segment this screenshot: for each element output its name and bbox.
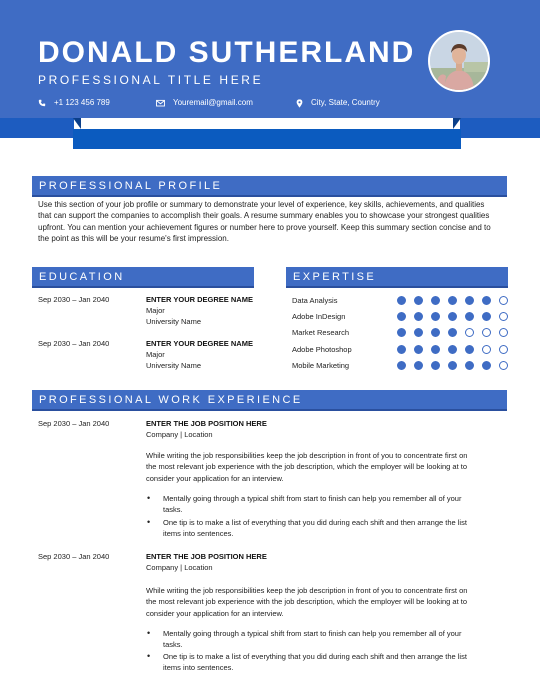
job-description-line: consider your application for an interview. bbox=[146, 608, 284, 618]
skill-dot-filled bbox=[431, 361, 440, 370]
job-bullet bbox=[147, 651, 507, 674]
ribbon-fold-left bbox=[73, 118, 81, 129]
profile-photo bbox=[428, 30, 490, 92]
skill-dot-empty bbox=[482, 328, 491, 337]
profile-line: that can support the companies to accomplish their goals. A resume summary enables you to showcase your strongest qualities bbox=[38, 211, 490, 221]
email-text: Youremail@gmail.com bbox=[173, 98, 253, 107]
degree-name: ENTER YOUR DEGREE NAME bbox=[146, 339, 253, 348]
job-bullet-line: • One tip is to make a list of everything that you did during each shift and then arrange the list bbox=[163, 652, 467, 661]
profile-summary bbox=[38, 199, 504, 244]
job-bullet bbox=[147, 628, 507, 651]
skill-dot-filled bbox=[465, 312, 474, 321]
expertise-heading: EXPERTISE bbox=[286, 267, 508, 288]
degree-name: ENTER YOUR DEGREE NAME bbox=[146, 295, 253, 304]
education-heading: EDUCATION bbox=[32, 267, 254, 288]
job-date: Sep 2030 – Jan 2040 bbox=[38, 419, 110, 428]
job-company: Company | Location bbox=[146, 563, 213, 572]
candidate-name: DONALD SUTHERLAND bbox=[38, 36, 416, 69]
skill-dot-filled bbox=[397, 345, 406, 354]
resume-header bbox=[0, 0, 540, 118]
job-bullet-line: • Mentally going through a typical shift from start to finish can help you remember all of your bbox=[163, 629, 462, 638]
skill-dot-empty bbox=[499, 328, 508, 337]
phone-icon bbox=[38, 99, 46, 107]
university-name: University Name bbox=[146, 317, 202, 326]
job-description bbox=[146, 585, 506, 619]
skill-dot-filled bbox=[431, 345, 440, 354]
skill-dot-filled bbox=[482, 296, 491, 305]
email-icon bbox=[156, 99, 165, 107]
skill-dot-filled bbox=[465, 296, 474, 305]
skill-name: Adobe InDesign bbox=[292, 312, 346, 322]
skill-dot-filled bbox=[414, 361, 423, 370]
job-date: Sep 2030 – Jan 2040 bbox=[38, 552, 110, 561]
skill-dot-filled bbox=[465, 361, 474, 370]
profile-line: Use this section of your job profile or summary to demonstrate your level of experience, key skills, achievements, and qualities bbox=[38, 200, 485, 209]
job-bullet-line: • Mentally going through a typical shift from start to finish can help you remember all of your bbox=[163, 494, 462, 503]
phone-text: +1 123 456 789 bbox=[54, 98, 110, 107]
skill-dot-filled bbox=[397, 361, 406, 370]
skill-dot-empty bbox=[499, 345, 508, 354]
skill-dot-empty bbox=[482, 345, 491, 354]
profile-heading: PROFESSIONAL PROFILE bbox=[32, 176, 507, 197]
contact-phone bbox=[38, 97, 110, 109]
skill-dot-filled bbox=[431, 296, 440, 305]
skill-dot-filled bbox=[414, 345, 423, 354]
job-position: ENTER THE JOB POSITION HERE bbox=[146, 419, 267, 428]
skill-dot-filled bbox=[448, 312, 457, 321]
job-description-line: While writing the job responsibilities keep the job description in front of you to concentrate first on bbox=[146, 586, 468, 595]
job-bullet bbox=[147, 493, 507, 516]
job-bullet-line: tasks. bbox=[163, 505, 183, 515]
skill-dot-empty bbox=[499, 361, 508, 370]
job-company: Company | Location bbox=[146, 430, 213, 439]
location-text: City, State, Country bbox=[311, 98, 380, 107]
job-bullet-line: items into sentences. bbox=[163, 663, 234, 673]
skill-dot-filled bbox=[448, 296, 457, 305]
degree-major: Major bbox=[146, 350, 165, 359]
skill-dot-filled bbox=[431, 312, 440, 321]
profile-line: upfront. You can mention your achievement figures or number here to prove yourself. Keep this summary section concise and to bbox=[38, 222, 491, 232]
contact-location bbox=[296, 97, 380, 109]
job-description-line: the most relevant job experience with the job description, which the employer will be looking at to bbox=[146, 462, 468, 472]
job-description-line: the most relevant job experience with the job description, which the employer will be looking at to bbox=[146, 597, 468, 607]
job-description-line: While writing the job responsibilities keep the job description in front of you to concentrate first on bbox=[146, 451, 468, 460]
skill-dot-empty bbox=[499, 312, 508, 321]
ribbon-fold-right bbox=[453, 118, 461, 129]
education-date: Sep 2030 – Jan 2040 bbox=[38, 339, 110, 348]
degree-major: Major bbox=[146, 306, 165, 315]
skill-dot-filled bbox=[414, 312, 423, 321]
skill-name: Data Analysis bbox=[292, 296, 338, 305]
skill-name: Market Research bbox=[292, 328, 350, 338]
job-bullet bbox=[147, 517, 507, 540]
skill-dot-filled bbox=[448, 345, 457, 354]
professional-title: PROFESSIONAL TITLE HERE bbox=[38, 73, 264, 87]
skill-dot-filled bbox=[397, 328, 406, 337]
job-bullet-line: tasks. bbox=[163, 640, 183, 650]
profile-line: the point as this will be your resume's first impression. bbox=[38, 233, 229, 243]
skill-name: Adobe Photoshop bbox=[292, 344, 352, 354]
experience-heading: PROFESSIONAL WORK EXPERIENCE bbox=[32, 390, 507, 411]
skill-name: Mobile Marketing bbox=[292, 360, 350, 370]
skill-dot-filled bbox=[482, 312, 491, 321]
skill-dot-filled bbox=[397, 312, 406, 321]
location-pin-icon bbox=[296, 99, 303, 108]
contact-email bbox=[156, 97, 253, 109]
university-name: University Name bbox=[146, 361, 202, 370]
job-bullet-line: • One tip is to make a list of everything that you did during each shift and then arrange the list bbox=[163, 518, 467, 527]
skill-dot-filled bbox=[414, 296, 423, 305]
job-description-line: consider your application for an interview. bbox=[146, 473, 284, 483]
job-position: ENTER THE JOB POSITION HERE bbox=[146, 552, 267, 561]
header-ribbon-right bbox=[460, 118, 540, 138]
skill-dot-empty bbox=[499, 296, 508, 305]
skill-dot-empty bbox=[465, 328, 474, 337]
header-ribbon-left bbox=[0, 118, 74, 138]
skill-dot-filled bbox=[448, 361, 457, 370]
skill-dot-filled bbox=[414, 328, 423, 337]
education-date: Sep 2030 – Jan 2040 bbox=[38, 295, 110, 304]
header-ribbon bbox=[73, 129, 461, 149]
skill-dot-filled bbox=[397, 296, 406, 305]
skill-dot-filled bbox=[482, 361, 491, 370]
skill-dot-filled bbox=[448, 328, 457, 337]
skill-dot-filled bbox=[465, 345, 474, 354]
job-bullet-line: items into sentences. bbox=[163, 529, 234, 539]
job-description bbox=[146, 450, 506, 484]
skill-dot-filled bbox=[431, 328, 440, 337]
